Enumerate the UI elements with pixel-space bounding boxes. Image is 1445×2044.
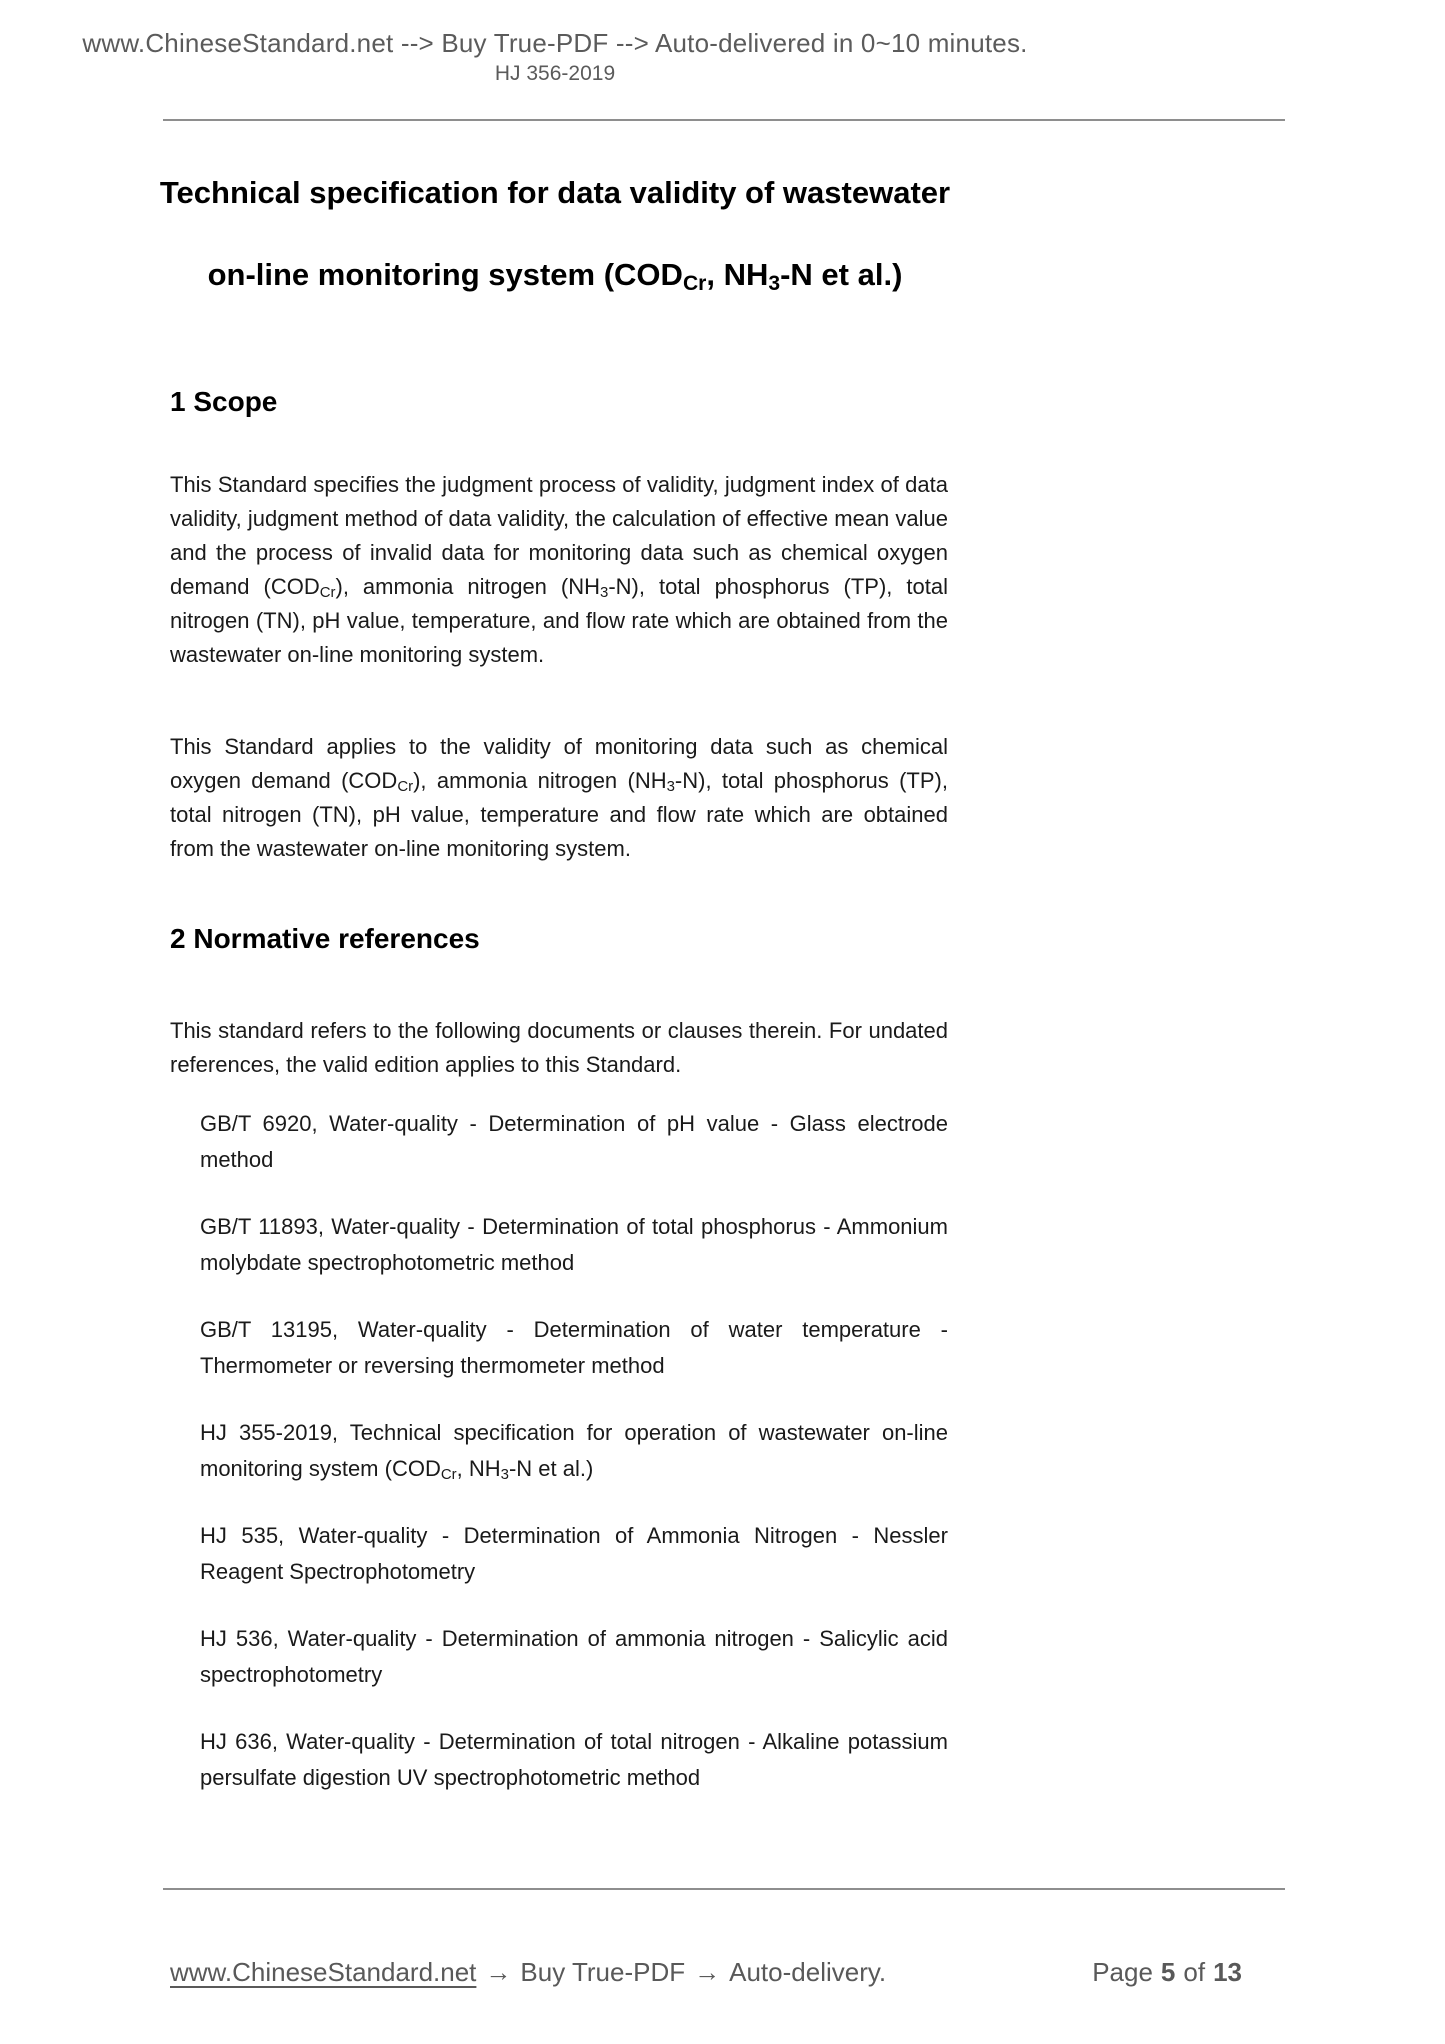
page-indicator-of: of bbox=[1183, 1957, 1206, 1987]
footer-delivery-text: Auto-delivery. bbox=[729, 1957, 887, 1987]
footer-buy-text: Buy True-PDF bbox=[520, 1957, 686, 1987]
section-heading-normative-references: 2 Normative references bbox=[170, 923, 480, 954]
scope-paragraph-1: This Standard specifies the judgment process of validity, judgment index of data validity, judgment method of data validity, the calculation of effective mean value and the process of invalid data for monitoring data such as chemical oxygen demand $(COD_{Cr})$, ammonia nitrogen $(NH_3-N)$, total phosphorus (TP), total nitrogen (TN), pH value, temperature, and flow rate which are obtained from the wastewater on-line monitoring system. bbox=[170, 472, 948, 667]
page-indicator bbox=[1092, 1957, 1242, 1988]
page-footer bbox=[170, 1957, 1242, 1988]
footer-divider bbox=[163, 1888, 1285, 1890]
page-indicator-total: 13 bbox=[1213, 1957, 1242, 1987]
footer-site-link[interactable]: www.ChineseStandard.net bbox=[170, 1957, 477, 1987]
reference-item: GB/T 13195, Water-quality - Determination of water temperature - Thermometer or reversing thermometer method bbox=[200, 1317, 948, 1378]
arrow-right-icon: → bbox=[485, 1957, 512, 1987]
header-banner-text: www.ChineseStandard.net --> Buy True-PDF --> Auto-delivered in 0~10 minutes. bbox=[82, 28, 1028, 58]
reference-list bbox=[200, 1106, 948, 1827]
page-indicator-current: 5 bbox=[1160, 1957, 1176, 1987]
normative-intro-paragraph: This standard refers to the following documents or clauses therein. For undated references, the valid edition applies to this Standard. bbox=[170, 1018, 948, 1077]
document-title-line1: Technical specification for data validity of wastewater bbox=[159, 175, 951, 210]
document-title-line2: on-line monitoring system ($COD_{Cr}$, $NH_3-N$ et al.) bbox=[207, 257, 903, 295]
reference-item: HJ 355-2019, Technical specification for operation of wastewater on-line monitoring system ($COD_{Cr}$, $NH_3-N$ et al.) bbox=[200, 1420, 948, 1484]
reference-item: GB/T 11893, Water-quality - Determination of total phosphorus - Ammonium molybdate spectrophotometric method bbox=[200, 1214, 948, 1275]
document-title bbox=[105, 152, 1005, 316]
header-divider bbox=[163, 119, 1285, 121]
reference-item: HJ 535, Water-quality - Determination of Ammonia Nitrogen - Nessler Reagent Spectrophotometry bbox=[200, 1523, 948, 1584]
page-header bbox=[0, 27, 1110, 87]
footer-breadcrumb bbox=[170, 1957, 886, 1988]
standard-number: HJ 356-2019 bbox=[494, 62, 616, 85]
scope-paragraph-2: This Standard applies to the validity of monitoring data such as chemical oxygen demand $(COD_{Cr})$, ammonia nitrogen $(NH_3-N)$, total phosphorus (TP), total nitrogen (TN), pH value, temperature and flow rate which are obtained from the wastewater on-line monitoring system. bbox=[170, 734, 948, 861]
section-heading-scope: 1 Scope bbox=[170, 386, 278, 417]
reference-item: HJ 636, Water-quality - Determination of total nitrogen - Alkaline potassium persulfate digestion UV spectrophotometric method bbox=[200, 1729, 948, 1790]
page-indicator-label: Page bbox=[1092, 1957, 1153, 1987]
reference-item: GB/T 6920, Water-quality - Determination of pH value - Glass electrode method bbox=[200, 1111, 948, 1172]
reference-item: HJ 536, Water-quality - Determination of ammonia nitrogen - Salicylic acid spectrophotometry bbox=[200, 1626, 948, 1687]
arrow-right-icon: → bbox=[694, 1957, 721, 1987]
